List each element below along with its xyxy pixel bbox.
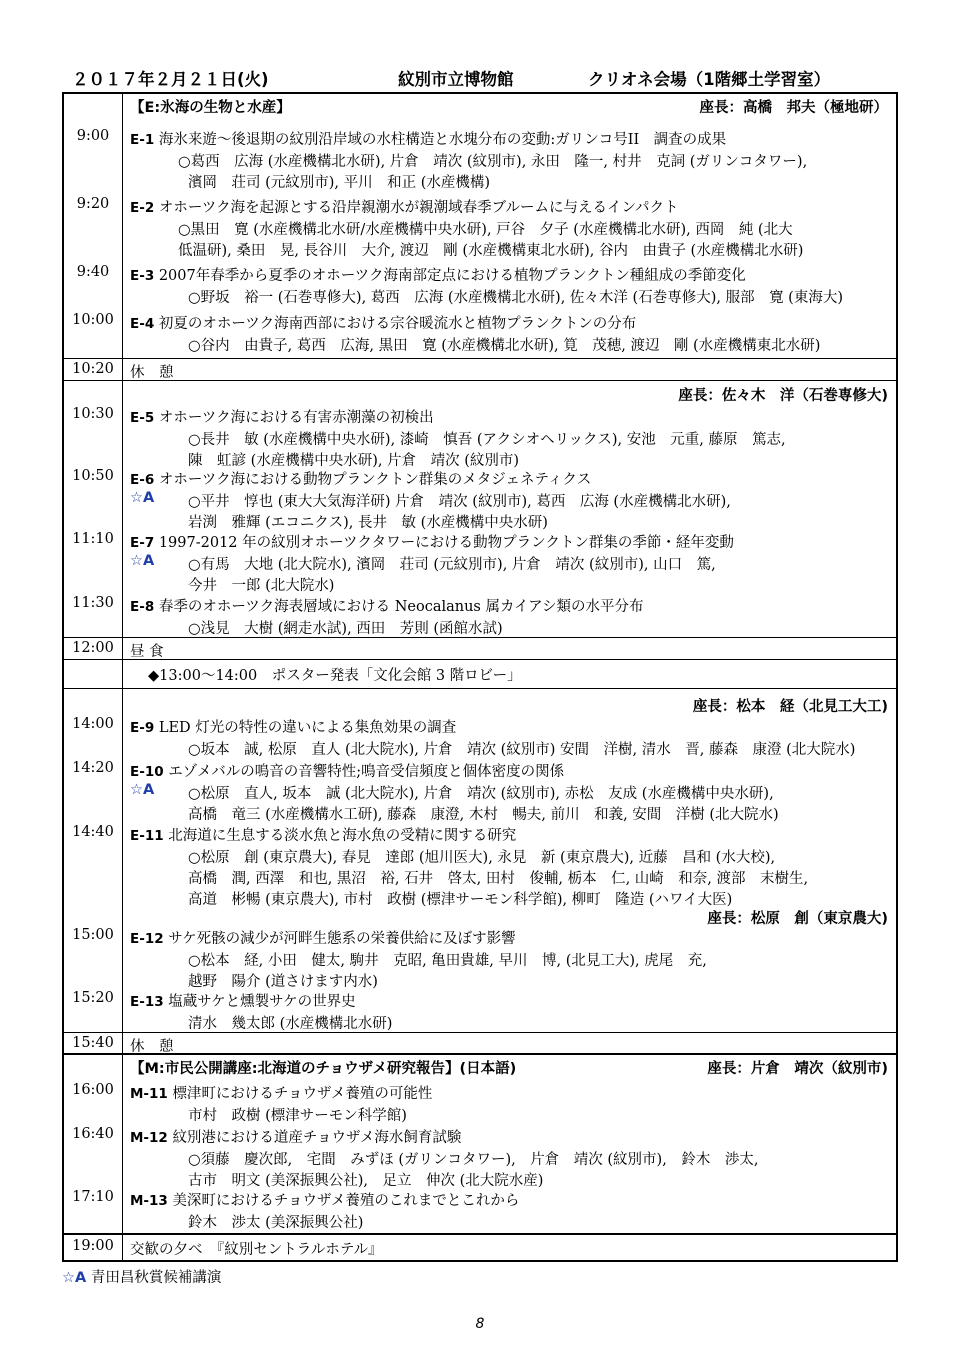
talk-authors: 高橋 潤, 西澤 和也, 黒沼 裕, 石井 啓太, 田村 俊輔, 栃本 仁, 山崎 和奈, 渡部 末樹生, — [188, 871, 809, 887]
talk-time: 10:50 — [72, 468, 114, 484]
room: クリオネ会場（1階郷土学習室） — [588, 70, 831, 89]
talk-title: 紋別港における道産チョウザメ海水飼育試験 — [172, 1130, 462, 1146]
divider — [64, 637, 896, 638]
party-time: 19:00 — [72, 1238, 114, 1254]
award-mark: ☆A — [130, 490, 155, 506]
talk-authors: 鈴木 渉太 (美深振興公社) — [188, 1215, 364, 1231]
talk-code: E-3 — [130, 268, 155, 284]
schedule-table — [62, 92, 898, 1262]
talk-time: 9:00 — [76, 128, 110, 144]
talk-authors: 清水 幾太郎 (水産機構北水研) — [188, 1016, 393, 1032]
talk-title-line — [130, 531, 890, 552]
talk-time: 14:20 — [72, 760, 114, 776]
talk-authors: 高橋 竜三 (水産機構水工研), 藤森 康澄, 木村 暢夫, 前川 和義, 安間 洋樹 (北大院水) — [188, 807, 779, 823]
divider — [64, 659, 896, 660]
talk-authors: 岩渕 雅輝 (エコニクス), 長井 敏 (水産機構中央水研) — [188, 515, 548, 531]
talk-title-line — [130, 716, 890, 737]
talk-title: 春季のオホーツク海表層域における Neocalanus 属カイアシ類の水平分布 — [158, 599, 644, 615]
award-mark: ☆A — [130, 782, 155, 798]
session-chair: 座長：片倉 靖次（紋別市) — [707, 1061, 888, 1077]
talk-authors: 低温研), 桑田 晃, 長谷川 大介, 渡辺 剛 (水産機構東北水研), 谷内 由貴子 (水産機構北水研) — [178, 243, 804, 259]
talk-title-line — [130, 927, 890, 948]
talk-time: 16:00 — [72, 1082, 114, 1098]
lunch-label: 昼 食 — [130, 644, 164, 660]
talk-title: 海氷来遊～後退期の紋別沿岸域の水柱構造と水塊分布の変動:ガリンコ号II 調査の成果 — [158, 132, 727, 148]
talk-title: 1997-2012 年の紋別オホーツクタワーにおける動物プランクトン群集の季節・経年変動 — [158, 535, 734, 551]
talk-code: E-2 — [130, 200, 155, 216]
talk-title: エゾメバルの鳴音の音響特性;鳴音受信頻度と個体密度の関係 — [168, 764, 565, 780]
talk-code: E-8 — [130, 599, 155, 615]
talk-code: E-11 — [130, 828, 164, 844]
break-time: 15:40 — [72, 1035, 114, 1051]
talk-time: 14:00 — [72, 716, 114, 732]
talk-title-line — [130, 990, 890, 1011]
talk-authors: ○黒田 寛 (水産機構北水研/水産機構中央水研), 戸谷 夕子 (水産機構北水研), 西岡 純 (北大 — [178, 222, 793, 238]
talk-authors: ○浅見 大樹 (網走水試), 西田 芳則 (函館水試) — [188, 621, 503, 637]
talk-title-line — [130, 196, 890, 217]
talk-title-line — [130, 595, 890, 616]
talk-authors: ○葛西 広海 (水産機構北水研), 片倉 靖次 (紋別市), 永田 隆一, 村井 克詞 (ガリンコタワー), — [178, 154, 808, 170]
talk-title: 初夏のオホーツク海南西部における宗谷暖流水と植物プランクトンの分布 — [158, 316, 637, 332]
talk-code: E-12 — [130, 931, 164, 947]
talk-time: 9:40 — [76, 264, 110, 280]
talk-authors: ○野坂 裕一 (石巻専修大), 葛西 広海 (水産機構北水研), 佐々木洋 (石巻専修大), 服部 寛 (東海大) — [188, 290, 843, 306]
talk-authors: 高道 彬暢 (東京農大), 市村 政樹 (標津サーモン科学館), 柳町 隆造 (ハワイ大医) — [188, 892, 733, 908]
talk-authors: ○松原 創 (東京農大), 春見 達郎 (旭川医大), 永見 新 (東京農大), 近藤 昌和 (水大校), — [188, 850, 776, 866]
session-title: 【M:市民公開講座:北海道のチョウザメ研究報告】(日本語) — [130, 1061, 517, 1077]
venue: 紋別市立博物館 — [398, 70, 514, 89]
talk-authors: 陳 虹諺 (水産機構中央水研), 片倉 靖次 (紋別市) — [188, 453, 520, 469]
date: ２０１７年２月２１日(火) — [72, 70, 269, 89]
talk-title: 2007年春季から夏季のオホーツク海南部定点における植物プランクトン種組成の季節変化 — [158, 268, 746, 284]
divider — [64, 1032, 896, 1033]
talk-code: M-12 — [130, 1130, 168, 1146]
talk-title-line — [130, 1082, 890, 1103]
talk-time: 15:00 — [72, 927, 114, 943]
talk-authors: ○有馬 大地 (北大院水), 濱岡 荘司 (元紋別市), 片倉 靖次 (紋別市), 山口 篤, — [188, 557, 716, 573]
talk-title: オホーツク海における有害赤潮藻の初検出 — [158, 410, 434, 426]
talk-title-line — [130, 1126, 890, 1147]
talk-time: 11:30 — [72, 595, 114, 611]
talk-time: 17:10 — [72, 1189, 114, 1205]
talk-time: 15:20 — [72, 990, 114, 1006]
talk-title: 標津町におけるチョウザメ養殖の可能性 — [172, 1086, 433, 1102]
award-legend-text: 青田昌秋賞候補講演 — [90, 1270, 222, 1286]
talk-authors: ○松本 経, 小田 健太, 駒井 克昭, 亀田貴雄, 早川 博, (北見工大), 虎尾 充, — [188, 953, 707, 969]
talk-code: E-1 — [130, 132, 155, 148]
party-label: 交歓の夕べ 『紋別セントラルホテル』 — [130, 1242, 383, 1258]
talk-authors: ○松原 直人, 坂本 誠 (北大院水), 片倉 靖次 (紋別市), 赤松 友成 (水産機構中央水研), — [188, 786, 774, 802]
talk-authors: 古市 明文 (美深振興公社), 足立 伸次 (北大院水産) — [188, 1173, 544, 1189]
session-chair: 座長：松原 創（東京農大) — [707, 911, 888, 927]
talk-code: E-7 — [130, 535, 155, 551]
talk-code: M-11 — [130, 1086, 168, 1102]
talk-title: 美深町におけるチョウザメ養殖のこれまでとこれから — [172, 1193, 520, 1209]
break-label: 休 憩 — [130, 365, 174, 381]
talk-title-line — [130, 760, 890, 781]
talk-time: 11:10 — [72, 531, 114, 547]
page-number: 8 — [475, 1316, 485, 1332]
session-chair: 座長：松本 経（北見工大工) — [692, 699, 888, 715]
talk-authors: ○坂本 誠, 松原 直人 (北大院水), 片倉 靖次 (紋別市) 安間 洋樹, 清水 晋, 藤森 康澄 (北大院水) — [188, 742, 856, 758]
poster-note: ◆13:00～14:00 ポスター発表「文化会館 3 階ロビー」 — [148, 668, 522, 684]
talk-authors: ○谷内 由貴子, 葛西 広海, 黒田 寛 (水産機構北水研), 筧 茂穂, 渡辺 剛 (水産機構東北水研) — [188, 338, 821, 354]
talk-code: E-4 — [130, 316, 155, 332]
session-chair: 座長：高橋 邦夫（極地研） — [699, 100, 888, 116]
talk-authors: 市村 政樹 (標津サーモン科学館) — [188, 1108, 407, 1124]
page-header — [72, 66, 912, 92]
talk-authors: 越野 陽介 (道さけます内水) — [188, 974, 378, 990]
talk-code: E-9 — [130, 720, 155, 736]
session-title: 【E:氷海の生物と水産】 — [130, 100, 291, 116]
talk-code: E-5 — [130, 410, 155, 426]
talk-authors: ○長井 敏 (水産機構中央水研), 漆崎 慎吾 (アクシオヘリックス), 安池 元重, 藤原 篤志, — [188, 432, 786, 448]
award-mark: ☆A — [130, 553, 155, 569]
talk-title: オホーツク海を起源とする沿岸親潮水が親潮域春季ブルームに与えるインパクト — [158, 200, 679, 216]
talk-title: オホーツク海における動物プランクトン群集のメタジェネティクス — [158, 472, 592, 488]
talk-code: E-10 — [130, 764, 164, 780]
talk-authors: 今井 一郎 (北大院水) — [188, 578, 335, 594]
talk-title: サケ死骸の減少が河畔生態系の栄養供給に及ぼす影響 — [168, 931, 516, 947]
talk-authors: 濱岡 荘司 (元紋別市), 平川 和正 (水産機構) — [188, 175, 491, 191]
talk-time: 10:00 — [72, 312, 114, 328]
break-label: 休 憩 — [130, 1039, 174, 1055]
talk-title-line — [130, 264, 890, 285]
talk-title-line — [130, 468, 890, 489]
talk-title-line — [130, 406, 890, 427]
talk-code: E-13 — [130, 994, 164, 1010]
divider — [64, 688, 896, 689]
break-time: 10:20 — [72, 361, 114, 377]
talk-authors: ○須藤 慶次郎, 宅間 みずほ (ガリンコタワー), 片倉 靖次 (紋別市), 鈴木 渉太, — [188, 1152, 759, 1168]
award-legend — [62, 1266, 221, 1287]
talk-authors: ○平井 惇也 (東大大気海洋研) 片倉 靖次 (紋別市), 葛西 広海 (水産機構北水研), — [188, 494, 731, 510]
divider — [64, 1053, 896, 1055]
talk-title: 塩蔵サケと燻製サケの世界史 — [168, 994, 356, 1010]
divider — [64, 358, 896, 359]
talk-code: M-13 — [130, 1193, 168, 1209]
talk-title-line — [130, 824, 890, 845]
talk-time: 14:40 — [72, 824, 114, 840]
lunch-time: 12:00 — [72, 640, 114, 656]
divider — [64, 380, 896, 381]
talk-title-line — [130, 128, 890, 149]
talk-time: 10:30 — [72, 406, 114, 422]
divider — [64, 1233, 896, 1235]
session-chair: 座長：佐々木 洋（石巻専修大) — [678, 388, 888, 404]
talk-code: E-6 — [130, 472, 155, 488]
talk-title: LED 灯光の特性の違いによる集魚効果の調査 — [158, 720, 457, 736]
talk-title-line — [130, 312, 890, 333]
talk-time: 16:40 — [72, 1126, 114, 1142]
talk-time: 9:20 — [76, 196, 110, 212]
talk-title-line — [130, 1189, 890, 1210]
talk-title: 北海道に生息する淡水魚と海水魚の受精に関する研究 — [168, 828, 517, 844]
award-mark: ☆A — [62, 1270, 87, 1286]
